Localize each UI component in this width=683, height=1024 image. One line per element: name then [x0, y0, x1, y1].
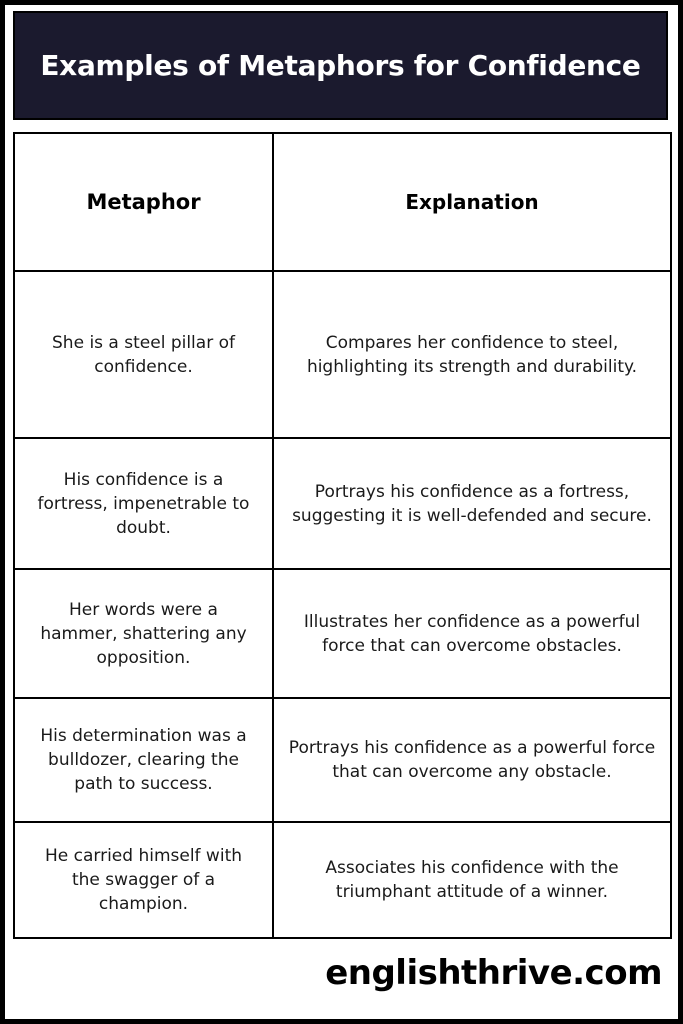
explanation-cell: Illustrates her confidence as a powerful force that can overcome obstacles. [273, 569, 671, 698]
table-row [14, 271, 671, 438]
table-row [14, 569, 671, 698]
metaphor-cell: He carried himself with the swagger of a champion. [14, 822, 273, 938]
explanation-cell: Associates his confidence with the triumphant attitude of a winner. [273, 822, 671, 938]
table-row [14, 698, 671, 822]
metaphor-table [13, 132, 672, 939]
explanation-cell: Compares her confidence to steel, highlighting its strength and durability. [273, 271, 671, 438]
explanation-cell: Portrays his confidence as a fortress, suggesting it is well-defended and secure. [273, 438, 671, 569]
metaphor-cell: She is a steel pillar of confidence. [14, 271, 273, 438]
title-banner [13, 11, 668, 120]
table-row [14, 822, 671, 938]
metaphor-cell: Her words were a hammer, shattering any opposition. [14, 569, 273, 698]
table-header-row [14, 133, 671, 271]
metaphor-cell: His determination was a bulldozer, clearing the path to success. [14, 698, 273, 822]
page-title: Examples of Metaphors for Confidence [40, 49, 641, 82]
site-watermark: englishthrive.com [325, 953, 662, 993]
metaphor-cell: His confidence is a fortress, impenetrable to doubt. [14, 438, 273, 569]
column-header-explanation: Explanation [273, 133, 671, 271]
table-row [14, 438, 671, 569]
page-frame [5, 5, 678, 1019]
explanation-cell: Portrays his confidence as a powerful force that can overcome any obstacle. [273, 698, 671, 822]
column-header-metaphor: Metaphor [14, 133, 273, 271]
